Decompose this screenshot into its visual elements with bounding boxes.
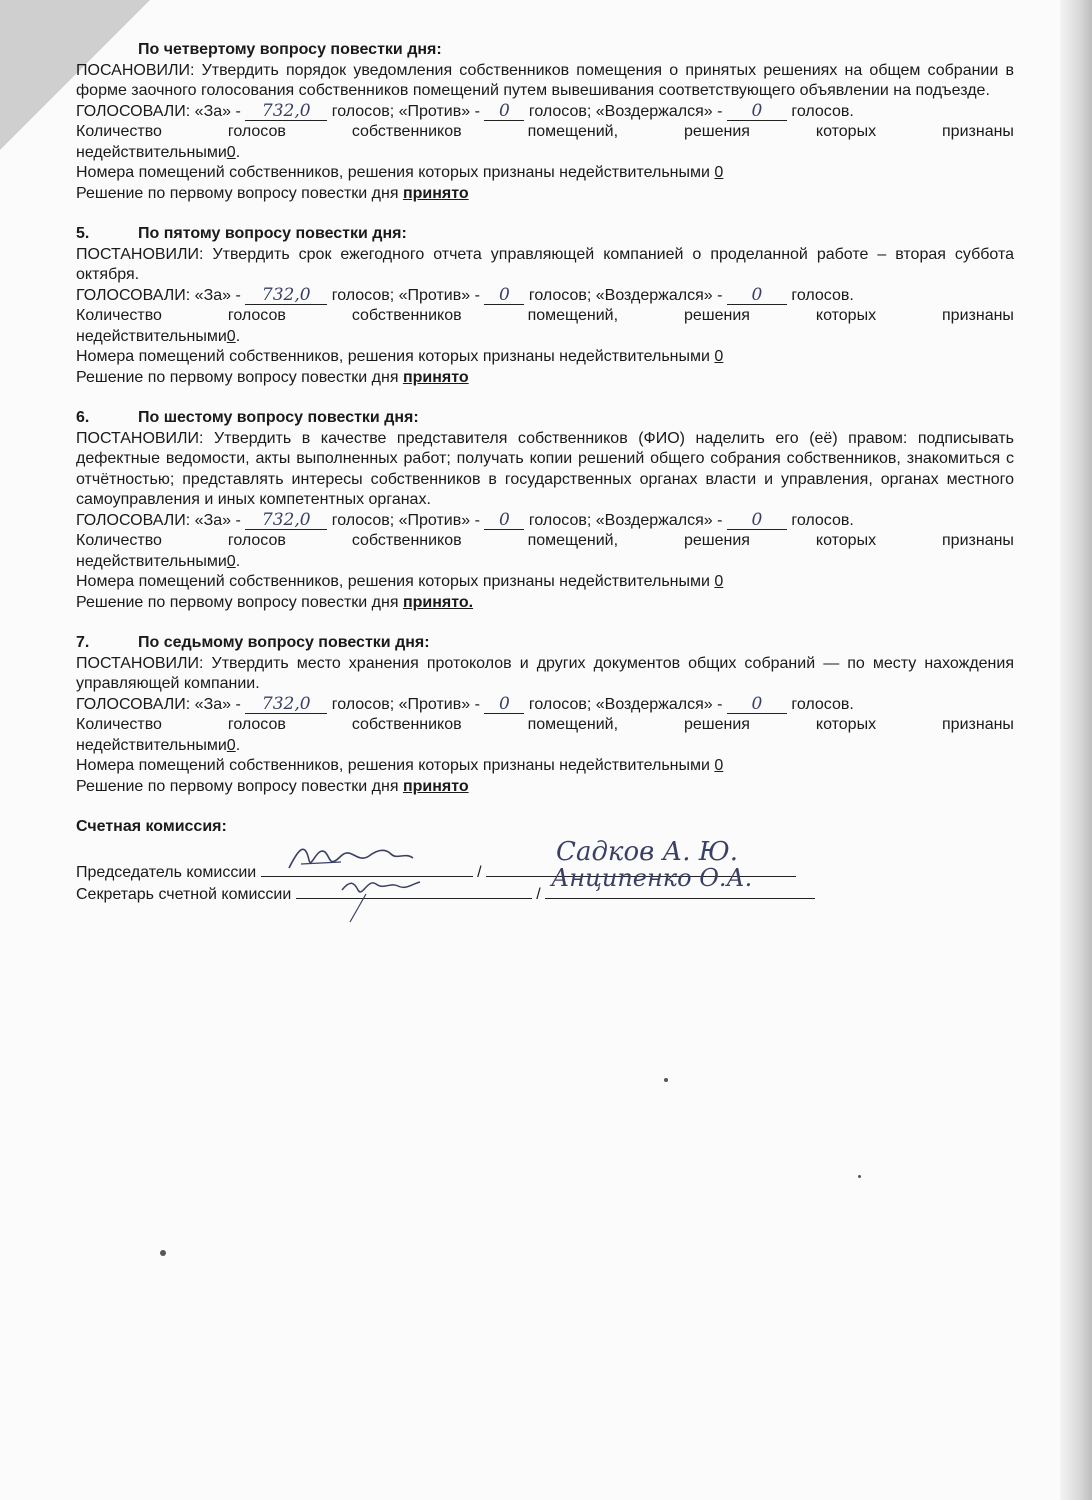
decision-label: Решение по первому вопросу повестки дня xyxy=(76,593,399,611)
section-heading-text: По шестому вопросу повестки дня: xyxy=(138,409,419,426)
secretary-name-line xyxy=(545,863,815,899)
vote-line xyxy=(76,695,1014,716)
for-votes-value: 732,0 xyxy=(245,103,327,121)
invalid-count-word: которых xyxy=(815,123,877,140)
invalid-rooms-label: Номера помещений собственников, решения которых признаны недействительными xyxy=(76,573,710,590)
for-votes-value: 732,0 xyxy=(245,512,327,530)
scan-speck xyxy=(160,1250,166,1256)
abstain-votes-value: 0 xyxy=(727,696,787,714)
against-suffix: голосов; «Воздержался» - xyxy=(528,511,723,529)
commission-title: Счетная комиссия: xyxy=(76,818,227,835)
vote-label: ГОЛОСОВАЛИ: «За» - xyxy=(76,511,241,529)
invalid-count-word: которых xyxy=(815,716,877,733)
invalid-count-value: 0 xyxy=(226,143,236,161)
section-heading xyxy=(76,408,1014,429)
invalid-count-value: 0 xyxy=(226,552,236,570)
decision-line xyxy=(76,184,1014,205)
for-votes-value: 732,0 xyxy=(245,287,327,305)
resolution-text: ПОСТАНОВИЛИ: Утвердить в качестве представителя собственников (ФИО) наделить его (её) правом: подписывать дефектные ведомости, акты выполненных работ; получать копии решений общего собрания собственников, знакомиться с отчётностью; представлять интересы собственников в государственных органах власти и управления, органах местного самоуправления и иных компетентных органах. xyxy=(76,429,1014,508)
decision-label: Решение по первому вопросу повестки дня xyxy=(76,777,399,795)
invalid-count-word: которых xyxy=(815,307,877,324)
section-heading xyxy=(76,40,1014,61)
abstain-votes-value: 0 xyxy=(727,512,787,530)
resolution-text: ПОСАНОВИЛИ: Утвердить порядок уведомления собственников помещения о принятых решениях на общем собрании в форме заочного голосования собственников помещений путем вывешивания соответствующего объявлении на подъезде. xyxy=(76,61,1014,99)
decision-value: принято. xyxy=(402,593,474,611)
section-number: 5. xyxy=(76,225,90,242)
invalid-count-word: голосов xyxy=(227,716,286,733)
for-suffix: голосов; «Против» - xyxy=(331,286,480,304)
secretary-signature-line xyxy=(296,882,532,899)
decision-value: принято xyxy=(402,368,469,386)
invalid-rooms-value: 0 xyxy=(714,348,724,365)
against-votes-value: 0 xyxy=(484,512,524,530)
invalid-count-word: которых xyxy=(815,532,877,549)
invalid-rooms-line xyxy=(76,572,1014,593)
invalid-count-value: 0 xyxy=(226,327,236,345)
abstain-votes-value: 0 xyxy=(727,103,787,121)
chair-name-handwritten: Садков А. Ю. xyxy=(556,836,739,867)
invalid-count-word: признаны xyxy=(942,716,1014,733)
section-heading-text: По пятому вопросу повестки дня: xyxy=(138,225,407,242)
invalid-count-tail: недействительными0. xyxy=(76,736,241,754)
invalid-count-word: решения xyxy=(684,532,750,549)
invalid-rooms-value: 0 xyxy=(714,757,724,774)
section-number: 7. xyxy=(76,634,90,651)
invalid-count-word: решения xyxy=(684,307,750,324)
against-suffix: голосов; «Воздержался» - xyxy=(528,286,723,304)
invalid-rooms-label: Номера помещений собственников, решения которых признаны недействительными xyxy=(76,164,710,181)
section-heading xyxy=(76,633,1014,654)
section-heading-text: По седьмому вопросу повестки дня: xyxy=(138,634,430,651)
decision-label: Решение по первому вопросу повестки дня xyxy=(76,184,399,202)
invalid-count-tail: недействительными0. xyxy=(76,327,241,345)
decision-label: Решение по первому вопросу повестки дня xyxy=(76,368,399,386)
invalid-rooms-line xyxy=(76,347,1014,368)
against-suffix: голосов; «Воздержался» - xyxy=(528,102,723,120)
agenda-section xyxy=(76,408,1014,613)
vote-line xyxy=(76,511,1014,532)
invalid-count-word: признаны xyxy=(942,532,1014,549)
invalid-rooms-label: Номера помещений собственников, решения которых признаны недействительными xyxy=(76,757,710,774)
invalid-count-word: помещений, xyxy=(527,716,619,733)
decision-line xyxy=(76,593,1014,614)
secretary-label: Секретарь счетной комиссии xyxy=(76,885,292,903)
abstain-suffix: голосов. xyxy=(791,695,854,713)
vote-line xyxy=(76,286,1014,307)
invalid-count-line xyxy=(76,306,1014,327)
resolution-text: ПОСТАНОВИЛИ: Утвердить срок ежегодного отчета управляющей компанией о проделанной работе – вторая суббота октября. xyxy=(76,245,1014,283)
invalid-count-word: решения xyxy=(684,123,750,140)
invalid-count-word: собственников xyxy=(351,123,462,140)
invalid-count-word: голосов xyxy=(227,307,286,324)
vote-label: ГОЛОСОВАЛИ: «За» - xyxy=(76,102,241,120)
decision-value: принято xyxy=(402,184,469,202)
page-edge-shadow xyxy=(1060,0,1092,1500)
agenda-section xyxy=(76,633,1014,797)
document-body xyxy=(76,40,1014,904)
for-votes-value: 732,0 xyxy=(245,696,327,714)
against-votes-value: 0 xyxy=(484,696,524,714)
for-suffix: голосов; «Против» - xyxy=(331,695,480,713)
invalid-count-label: недействительными xyxy=(76,327,227,345)
agenda-section xyxy=(76,224,1014,388)
invalid-count-word: Количество xyxy=(76,307,162,324)
invalid-count-tail: недействительными0. xyxy=(76,143,241,161)
against-suffix: голосов; «Воздержался» - xyxy=(528,695,723,713)
invalid-count-word: признаны xyxy=(942,123,1014,140)
invalid-count-word: собственников xyxy=(351,716,462,733)
scan-speck xyxy=(858,1175,861,1178)
invalid-count-word: Количество xyxy=(76,716,162,733)
invalid-count-word: решения xyxy=(684,716,750,733)
section-number xyxy=(76,40,138,61)
decision-line xyxy=(76,368,1014,389)
invalid-count-line xyxy=(76,531,1014,552)
counting-commission xyxy=(76,817,1014,904)
against-votes-value: 0 xyxy=(484,287,524,305)
secretary-name-handwritten: Анципенко О.А. xyxy=(551,863,753,892)
for-suffix: голосов; «Против» - xyxy=(331,511,480,529)
invalid-rooms-label: Номера помещений собственников, решения которых признаны недействительными xyxy=(76,348,710,365)
invalid-count-value: 0 xyxy=(226,736,236,754)
decision-value: принято xyxy=(402,777,469,795)
invalid-count-word: признаны xyxy=(942,307,1014,324)
invalid-count-tail: недействительными0. xyxy=(76,552,241,570)
chair-label: Председатель комиссии xyxy=(76,863,257,881)
section-number: 6. xyxy=(76,409,90,426)
invalid-rooms-line xyxy=(76,163,1014,184)
invalid-count-label: недействительными xyxy=(76,143,227,161)
section-heading xyxy=(76,224,1014,245)
invalid-count-word: собственников xyxy=(351,307,462,324)
invalid-count-word: помещений, xyxy=(527,123,619,140)
agenda-section xyxy=(76,40,1014,204)
invalid-count-word: Количество xyxy=(76,123,162,140)
resolution-text: ПОСТАНОВИЛИ: Утвердить место хранения протоколов и других документов общих собраний — по месту нахождения управляющей компании. xyxy=(76,654,1014,692)
invalid-rooms-value: 0 xyxy=(714,164,724,181)
vote-label: ГОЛОСОВАЛИ: «За» - xyxy=(76,286,241,304)
decision-line xyxy=(76,777,1014,798)
invalid-count-label: недействительными xyxy=(76,736,227,754)
secretary-signature-row: Секретарь счетной комиссии / Анципенко О.А. xyxy=(76,882,1014,904)
invalid-rooms-line xyxy=(76,756,1014,777)
invalid-count-word: голосов xyxy=(227,123,286,140)
secretary-signature xyxy=(336,870,446,930)
for-suffix: голосов; «Против» - xyxy=(331,102,480,120)
section-heading-text: По четвертому вопросу повестки дня: xyxy=(138,41,442,58)
invalid-count-word: голосов xyxy=(227,532,286,549)
invalid-count-word: собственников xyxy=(351,532,462,549)
abstain-suffix: голосов. xyxy=(791,102,854,120)
invalid-count-word: Количество xyxy=(76,532,162,549)
abstain-suffix: голосов. xyxy=(791,286,854,304)
against-votes-value: 0 xyxy=(484,103,524,121)
invalid-count-word: помещений, xyxy=(527,532,619,549)
vote-label: ГОЛОСОВАЛИ: «За» - xyxy=(76,695,241,713)
invalid-count-label: недействительными xyxy=(76,552,227,570)
invalid-count-line xyxy=(76,715,1014,736)
invalid-count-line xyxy=(76,122,1014,143)
invalid-count-word: помещений, xyxy=(527,307,619,324)
abstain-suffix: голосов. xyxy=(791,511,854,529)
vote-line xyxy=(76,102,1014,123)
invalid-rooms-value: 0 xyxy=(714,573,724,590)
chair-signature-row: Председатель комиссии / Садков А. Ю. xyxy=(76,860,1014,882)
abstain-votes-value: 0 xyxy=(727,287,787,305)
scan-speck xyxy=(664,1078,668,1082)
